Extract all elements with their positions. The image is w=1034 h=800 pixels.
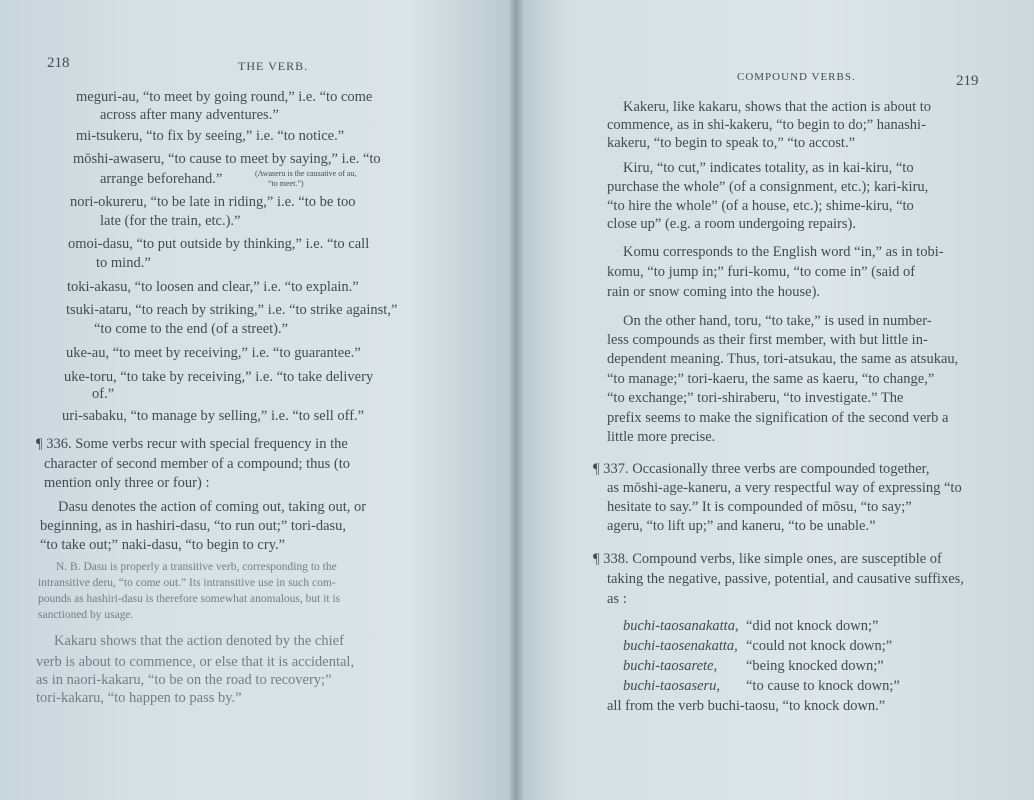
text-line: as :: [607, 591, 627, 607]
note-line: pounds as hashiri-dasu is therefore somewhat anomalous, but it is: [38, 593, 341, 605]
text-line: arrange beforehand.”: [100, 171, 223, 187]
text-line: “to come to the end (of a street).”: [94, 321, 289, 337]
verb-form: buchi-taosaseru,: [623, 678, 721, 694]
text-line: “to manage;” tori-kaeru, the same as kaeru, “to change,”: [607, 371, 935, 387]
text-line: character of second member of a compound; thus (to: [44, 456, 351, 472]
text-line: Komu corresponds to the English word “in,” as in tobi-: [623, 244, 944, 260]
text-line: dependent meaning. Thus, tori-atsukau, the same as atsukau,: [607, 351, 959, 367]
table-row: [623, 659, 717, 674]
text-line: On the other hand, toru, “to take,” is used in number-: [623, 313, 932, 329]
verb-form: buchi-taosenakatta,: [623, 638, 738, 654]
side-note: (Awaseru is the causative of au,: [255, 169, 357, 178]
text-line: mōshi-awaseru, “to cause to meet by saying,” i.e. “to: [73, 151, 381, 167]
text-line: uri-sabaku, “to manage by selling,” i.e. “to sell off.”: [62, 408, 365, 424]
text-line: as mōshi-age-kaneru, a very respectful way of expressing “to: [607, 480, 962, 496]
gloss: “did not knock down;”: [746, 618, 879, 634]
gloss: “being knocked down;”: [746, 658, 884, 674]
text-line: uke-toru, “to take by receiving,” i.e. “to take delivery: [64, 369, 374, 385]
left-page: [0, 0, 516, 800]
page-number: 218: [47, 55, 70, 71]
text-line: of.”: [92, 386, 115, 402]
text-line: purchase the whole” (of a consignment, etc.); kari-kiru,: [607, 179, 929, 195]
gloss: “could not knock down;”: [746, 638, 893, 654]
running-head: THE VERB.: [238, 59, 309, 73]
running-head: COMPOUND VERBS.: [737, 71, 856, 83]
text-line: taking the negative, passive, potential, and causative suffixes,: [607, 571, 964, 587]
text-line: rain or snow coming into the house).: [607, 284, 821, 300]
table-row: [623, 619, 739, 634]
text-line: all from the verb buchi-taosu, “to knock down.”: [607, 698, 886, 714]
note-line: N. B. Dasu is properly a transitive verb, corresponding to the: [56, 561, 337, 573]
text-line: close up” (e.g. a room undergoing repairs).: [607, 216, 856, 232]
text-line: hesitate to say.” It is compounded of mōsu, “to say;”: [607, 499, 912, 515]
text-line: less compounds as their first member, with but little in-: [607, 332, 928, 348]
verb-form: buchi-taosanakatta,: [623, 618, 739, 634]
text-line: “to take out;” naki-dasu, “to begin to cry.”: [40, 537, 286, 553]
text-line: as in naori-kakaru, “to be on the road to recovery;”: [36, 672, 332, 688]
gloss: “to cause to knock down;”: [746, 678, 900, 694]
table-row: [623, 679, 720, 694]
text-line: “to exchange;” tori-shiraberu, “to investigate.” The: [607, 390, 904, 406]
note-line: sanctioned by usage.: [38, 609, 134, 621]
text-line: uke-au, “to meet by receiving,” i.e. “to guarantee.”: [66, 345, 361, 361]
paragraph-337: ¶ 337. Occasionally three verbs are compounded together,: [593, 461, 930, 477]
paragraph-336: ¶ 336. Some verbs recur with special frequency in the: [36, 436, 348, 452]
text-line: across after many adventures.”: [100, 107, 279, 123]
text-line: prefix seems to make the signification of the second verb a: [607, 410, 949, 426]
paragraph-338: ¶ 338. Compound verbs, like simple ones, are susceptible of: [593, 551, 942, 567]
text-line: komu, “to jump in;” furi-komu, “to come in” (said of: [607, 264, 916, 280]
text-line: meguri-au, “to meet by going round,” i.e. “to come: [76, 89, 373, 105]
text-line: late (for the train, etc.).”: [100, 213, 241, 229]
right-page: [516, 0, 1034, 800]
text-line: nori-okureru, “to be late in riding,” i.e. “to be too: [70, 194, 356, 210]
side-note: “to meet.”): [268, 179, 304, 188]
text-line: omoi-dasu, “to put outside by thinking,” i.e. “to call: [68, 236, 370, 252]
text-line: toki-akasu, “to loosen and clear,” i.e. “to explain.”: [67, 279, 359, 295]
text-line: little more precise.: [607, 429, 716, 445]
text-line: “to hire the whole” (of a house, etc.); shime-kiru, “to: [607, 198, 914, 214]
text-line: to mind.”: [96, 255, 151, 271]
text-line: commence, as in shi-kakeru, “to begin to do;” hanashi-: [607, 117, 926, 133]
verb-form: buchi-taosarete,: [623, 658, 718, 674]
text-line: Kakeru, like kakaru, shows that the action is about to: [623, 99, 932, 115]
table-row: [623, 639, 738, 654]
text-line: Dasu denotes the action of coming out, taking out, or: [58, 499, 367, 515]
text-line: ageru, “to lift up;” and kaneru, “to be unable.”: [607, 518, 876, 534]
note-line: intransitive deru, “to come out.” Its intransitive use in such com-: [38, 577, 336, 589]
text-line: tsuki-ataru, “to reach by striking,” i.e. “to strike against,”: [66, 302, 398, 318]
text-line: Kiru, “to cut,” indicates totality, as in kai-kiru, “to: [623, 160, 914, 176]
text-line: mi-tsukeru, “to fix by seeing,” i.e. “to notice.”: [76, 128, 345, 144]
text-line: verb is about to commence, or else that it is accidental,: [36, 654, 355, 670]
book-gutter: [508, 0, 524, 800]
text-line: kakeru, “to begin to speak to,” “to accost.”: [607, 135, 856, 151]
text-line: mention only three or four) :: [44, 475, 210, 491]
text-line: Kakaru shows that the action denoted by the chief: [54, 633, 344, 649]
page-number: 219: [956, 73, 979, 89]
text-line: tori-kakaru, “to happen to pass by.”: [36, 690, 242, 706]
text-line: beginning, as in hashiri-dasu, “to run out;” tori-dasu,: [40, 518, 347, 534]
